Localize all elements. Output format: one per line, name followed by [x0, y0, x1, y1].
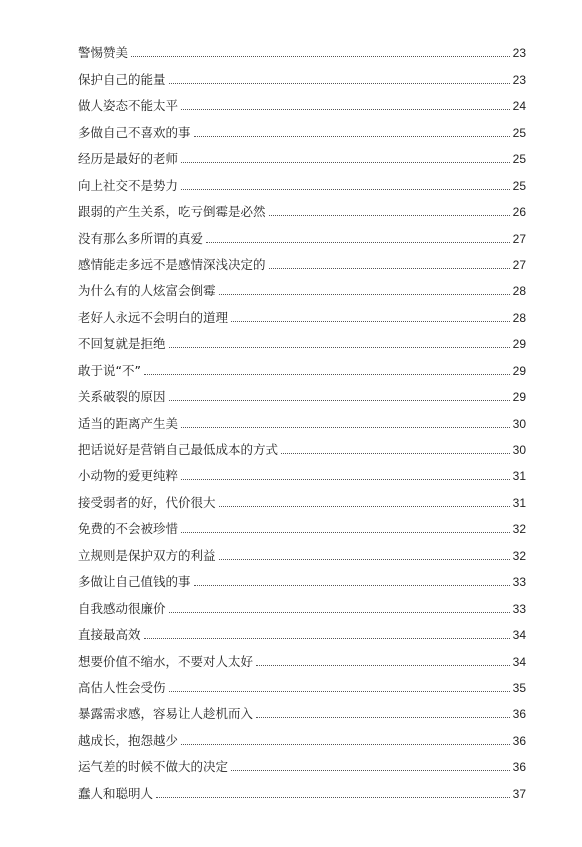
- toc-entry[interactable]: [78, 643, 526, 669]
- toc-entry-page-number: 35: [512, 680, 526, 695]
- toc-entry-page-number: 25: [512, 125, 526, 140]
- dot-leader: [156, 796, 510, 798]
- toc-entry-page-number: 30: [512, 443, 526, 457]
- dot-leader: [231, 320, 510, 322]
- toc-entry[interactable]: [78, 432, 526, 458]
- dot-leader: [181, 108, 510, 110]
- toc-entry-page-number: 29: [512, 390, 526, 405]
- toc-entry[interactable]: [78, 352, 526, 378]
- toc-entry[interactable]: [78, 405, 526, 431]
- toc-entry[interactable]: [78, 88, 526, 114]
- toc-entry-page-number: 37: [512, 786, 526, 801]
- table-of-contents: [78, 35, 526, 802]
- dot-leader: [269, 214, 510, 216]
- toc-entry[interactable]: [78, 141, 526, 167]
- toc-entry-page-number: 25: [512, 178, 526, 193]
- toc-entry-title: 接受弱者的好，代价很大: [78, 494, 216, 510]
- toc-entry[interactable]: [78, 61, 526, 87]
- toc-entry-page-number: 34: [512, 628, 526, 643]
- toc-entry[interactable]: [78, 194, 526, 220]
- toc-entry-page-number: 34: [512, 654, 526, 669]
- toc-entry-title: 感情能走多远不是感情深浅决定的: [78, 256, 266, 272]
- toc-entry[interactable]: [78, 114, 526, 140]
- toc-entry-title: 不回复就是拒绝: [78, 336, 166, 352]
- dot-leader: [169, 611, 510, 613]
- dot-leader: [144, 637, 510, 639]
- toc-entry-title: 免费的不会被珍惜: [78, 521, 179, 537]
- dot-leader: [169, 399, 510, 401]
- dot-leader: [256, 716, 510, 718]
- dot-leader: [181, 161, 510, 163]
- toc-entry[interactable]: [78, 299, 526, 325]
- toc-entry-title: 自我感动很廉价: [78, 600, 166, 616]
- toc-entry-page-number: 25: [512, 152, 526, 167]
- toc-entry[interactable]: [78, 749, 526, 775]
- toc-entry[interactable]: [78, 775, 526, 801]
- toc-entry-title: 想要价值不缩水，不要对人太好: [78, 653, 254, 669]
- toc-entry-title: 经历是最好的老师: [78, 151, 179, 167]
- toc-entry-page-number: 27: [512, 231, 526, 246]
- dot-leader: [281, 452, 510, 454]
- toc-entry-title: 把话说好是营销自己最低成本的方式: [78, 442, 279, 457]
- toc-entry[interactable]: [78, 35, 526, 61]
- toc-entry[interactable]: [78, 458, 526, 484]
- toc-entry[interactable]: [78, 379, 526, 405]
- toc-entry-title: 小动物的爱更纯粹: [78, 468, 179, 484]
- dot-leader: [219, 558, 510, 560]
- dot-leader: [269, 267, 510, 269]
- toc-entry-page-number: 36: [512, 733, 526, 748]
- toc-entry-title: 越成长，抱怨越少: [78, 732, 179, 748]
- toc-entry-page-number: 31: [512, 469, 526, 484]
- toc-entry-title: 多做让自己值钱的事: [78, 574, 191, 590]
- toc-entry[interactable]: [78, 617, 526, 643]
- toc-entry-page-number: 23: [512, 46, 526, 61]
- dot-leader: [181, 531, 510, 533]
- toc-entry-page-number: 27: [512, 257, 526, 272]
- toc-entry-title: 警惕赞美: [78, 45, 129, 61]
- toc-entry[interactable]: [78, 590, 526, 616]
- toc-entry-page-number: 31: [512, 495, 526, 510]
- dot-leader: [181, 478, 510, 480]
- toc-entry[interactable]: [78, 511, 526, 537]
- dot-leader: [219, 505, 510, 507]
- toc-entry[interactable]: [78, 564, 526, 590]
- toc-entry-title: 立规则是保护双方的利益: [78, 547, 216, 563]
- toc-entry-title: 多做自己不喜欢的事: [78, 124, 191, 140]
- toc-entry[interactable]: [78, 722, 526, 748]
- toc-entry-title: 保护自己的能量: [78, 71, 166, 87]
- toc-entry[interactable]: [78, 696, 526, 722]
- toc-entry[interactable]: [78, 537, 526, 563]
- toc-entry-title: 做人姿态不能太平: [78, 98, 179, 114]
- toc-entry-page-number: 23: [512, 72, 526, 87]
- toc-entry-title: 老好人永远不会明白的道理: [78, 309, 229, 325]
- toc-entry-page-number: 24: [512, 99, 526, 114]
- toc-entry[interactable]: [78, 220, 526, 246]
- dot-leader: [219, 293, 510, 295]
- toc-entry-page-number: 26: [512, 205, 526, 220]
- dot-leader: [231, 769, 510, 771]
- toc-entry[interactable]: [78, 273, 526, 299]
- dot-leader: [194, 135, 510, 137]
- toc-entry-title: 为什么有的人炫富会倒霉: [78, 283, 216, 299]
- dot-leader: [169, 82, 510, 84]
- toc-entry-page-number: 36: [512, 760, 526, 775]
- toc-entry-title: 适当的距离产生美: [78, 415, 179, 431]
- toc-entry-title: 跟弱的产生关系，吃亏倒霉是必然: [78, 204, 266, 220]
- toc-entry-title: 暴露需求感，容易让人趁机而入: [78, 706, 254, 722]
- toc-entry-page-number: 33: [512, 601, 526, 616]
- toc-entry-page-number: 28: [512, 284, 526, 299]
- toc-entry-page-number: 28: [512, 310, 526, 325]
- toc-entry-title: 高估人性会受伤: [78, 679, 166, 695]
- dot-leader: [131, 55, 510, 57]
- dot-leader: [169, 346, 510, 348]
- toc-entry-page-number: 29: [512, 363, 526, 378]
- dot-leader: [169, 690, 510, 692]
- toc-entry-title: 蠢人和聪明人: [78, 785, 154, 801]
- dot-leader: [194, 584, 510, 586]
- toc-entry[interactable]: [78, 247, 526, 273]
- toc-entry[interactable]: [78, 167, 526, 193]
- toc-entry-page-number: 36: [512, 707, 526, 722]
- toc-entry-page-number: 33: [512, 575, 526, 590]
- toc-entry-page-number: 32: [512, 548, 526, 563]
- dot-leader: [181, 743, 510, 745]
- toc-entry[interactable]: [78, 484, 526, 510]
- dot-leader: [206, 241, 510, 243]
- toc-entry[interactable]: [78, 670, 526, 696]
- toc-entry-title: 关系破裂的原因: [78, 389, 166, 405]
- toc-entry-title: 敢于说“不”: [78, 362, 141, 378]
- toc-entry-title: 运气差的时候不做大的决定: [78, 759, 229, 775]
- dot-leader: [181, 188, 510, 190]
- dot-leader: [256, 664, 510, 666]
- toc-entry-page-number: 29: [512, 337, 526, 352]
- toc-entry-title: 直接最高效: [78, 627, 141, 643]
- toc-entry-page-number: 30: [512, 416, 526, 431]
- toc-entry-page-number: 32: [512, 522, 526, 537]
- dot-leader: [181, 426, 510, 428]
- toc-entry-title: 向上社交不是势力: [78, 177, 179, 193]
- toc-entry[interactable]: [78, 326, 526, 352]
- toc-entry-title: 没有那么多所谓的真爱: [78, 230, 204, 246]
- dot-leader: [144, 373, 510, 375]
